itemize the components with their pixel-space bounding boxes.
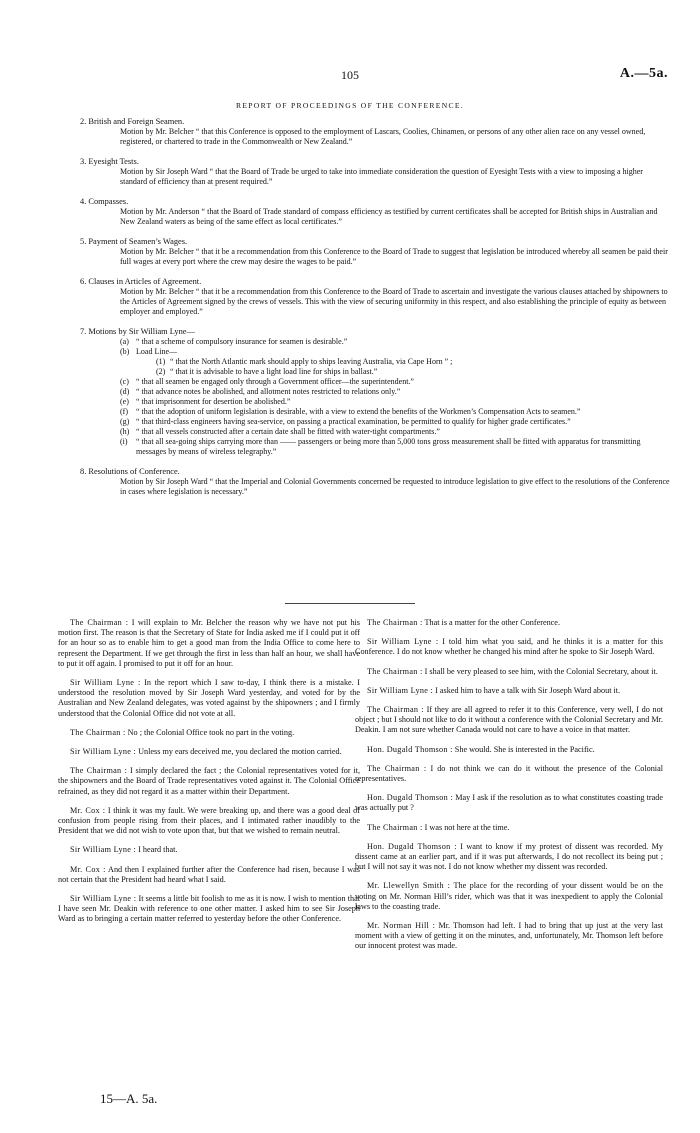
speaker-name: Hon. Dugald Thomson : [367,841,457,851]
speech-paragraph [355,705,663,736]
resolution-item [80,116,672,147]
motion-subitem [120,407,672,417]
speaker-name: The Chairman : [70,618,129,627]
speech-text: She would. She is interested in the Pacific. [454,744,595,754]
speech-text: Unless my ears deceived me, you declared the motion carried. [138,747,342,757]
subitem-label: (2) [156,367,166,376]
speaker-name: Hon. Dugald Thomson : [367,744,453,754]
resolution-motion: Motion by Sir Joseph Ward “ that the Board of Trade be urged to take into immediate consideration the question of Eyesight Tests with a view to imposing a higher standard of efficiency than at present required.” [120,167,643,186]
load-line-list [156,357,672,377]
subitem-label: (d) [120,387,130,396]
subitem-text: “ that all sea-going ships carrying more than —— passengers or being more than 5,000 tons gross measurement shall be fitted with apparatus for transmitting messages by means of wireless telegraphy.” [136,437,641,456]
subitem-text: “ that imprisonment for desertion be abolished.” [136,397,291,406]
dialogue-column-right [355,618,663,961]
speech-paragraph [355,881,663,912]
speaker-name: Sir William Lyne : [70,678,141,688]
page-footer-signature: 15—A. 5a. [100,1091,158,1106]
speaker-name: The Chairman : [70,766,128,776]
resolution-heading: 6. Clauses in Articles of Agreement. [80,277,202,286]
speech-text: I asked him to have a talk with Sir Joseph Ward about it. [435,685,621,695]
speech-text: Mr. Thomson had left. I had to bring that up just at the very last moment with a view of getting it on the minutes, and, unfortunately, Mr. Thomson left before our innocent protest was made. [355,921,663,951]
speech-paragraph [355,793,663,813]
speech-paragraph [355,686,663,696]
resolution-heading: 3. Eyesight Tests. [80,157,139,166]
load-line-item [156,357,672,367]
subitem-text: “ that it is advisable to have a light load line for ships in ballast.” [170,367,378,376]
motion-subitem [120,347,672,357]
speech-paragraph [58,728,360,738]
subitem-label: (h) [120,427,130,436]
page-number: 105 [341,68,359,82]
speech-paragraph [58,894,360,925]
subitem-text: “ that third-class engineers having sea-service, on passing a practical examination, be permitted to qualify for higher grade certificates.” [136,417,571,426]
speech-paragraph [355,745,663,755]
speaker-name: Sir William Lyne : [367,685,434,695]
resolutions-list [80,116,672,506]
resolution-motion: Motion by Sir Joseph Ward “ that the Imperial and Colonial Governments concerned be requested to introduce legislation to give effect to the resolutions of the Conference in cases where legislation is necessary.” [120,477,670,496]
resolution-motion: Motion by Mr. Anderson “ that the Board of Trade standard of compass efficiency as testified by current certificates shall be accepted for British ships in Australian and New Zealand waters as being of the same effect as local certificates.” [120,207,658,226]
speech-paragraph [355,618,663,628]
subitem-text: “ that a scheme of compulsory insurance for seamen is desirable.” [136,337,348,346]
speech-paragraph [355,637,663,657]
motion-subitem [120,437,672,457]
motion-subitem [120,377,672,387]
motion-subitem [120,337,672,347]
speech-text: I will explain to Mr. Belcher the reason why we have not put his motion first. The reason is that the Secretary of State for India asked me if I could put it off for an hour so as to enable him to get a good man from the India Office to come here to represent the Department. If we get through the first in less than half an hour, we shall have to put it off again. I promised to put it off for an hour. [58,618,360,668]
subitem-text: “ that all vessels constructed after a certain date shall be fitted with water-tight compartments.” [136,427,440,436]
speaker-name: Mr. Cox : [70,864,106,874]
subitem-label: (1) [156,357,166,366]
speaker-name: Sir William Lyne : [70,845,137,855]
subitem-label: (f) [120,407,128,416]
motion-subitem [120,417,672,427]
speech-text: I do not think we can do it without the presence of the Colonial representatives. [355,763,663,784]
speech-paragraph [58,678,360,719]
speaker-name: Sir William Lyne : [70,747,137,757]
speech-text: No ; the Colonial Office took no part in the voting. [127,727,295,737]
subitem-text: “ that the adoption of uniform legislation is desirable, with a view to extend the benefits of the Workmen’s Compensation Acts to seamen.” [136,407,581,416]
speech-paragraph [58,766,360,797]
speech-paragraph [355,842,663,873]
subitem-label: (g) [120,417,130,426]
resolution-item [80,466,672,497]
subitem-text: “ that advance notes be abolished, and allotment notes restricted to relations only.” [136,387,401,396]
speech-paragraph [355,823,663,833]
speech-text: The place for the recording of your dissent would be on the voting on Mr. Norman Hill’s rider, which was that it was inexpedient to apply the Colonial laws to the coasting trade. [355,881,663,911]
report-title: REPORT OF PROCEEDINGS OF THE CONFERENCE. [235,101,465,110]
speech-paragraph [58,865,360,885]
resolution-motion: Motion by Mr. Belcher “ that it be a recommendation from this Conference to the Board of Trade to suggest that legislation be introduced whereby all seamen be paid their full wages at every port where the crew may desire the wages to be paid.” [120,247,668,266]
subitem-label: (b) [120,347,130,356]
speaker-name: Mr. Norman Hill : [367,921,436,931]
resolution-heading: 2. British and Foreign Seamen. [80,117,185,126]
speaker-name: The Chairman : [367,618,423,627]
resolution-motion: Motion by Mr. Belcher “ that this Conference is opposed to the employment of Lascars, Coolies, Chinamen, or persons of any other alien race on any vessel owned, registered, or chartered to trade in the Commonwealth or New Zealand.” [120,127,646,146]
speech-paragraph [355,921,663,952]
speech-text: In the report which I saw to-day, I think there is a mistake. I understood the resolution moved by Sir Joseph Ward yesterday, and voted for by the Australian and New Zealand delegates, was voted against by the shipowners ; and I firmly understood that the Colonial Office did not vote at all. [58,678,361,718]
speaker-name: Mr. Llewellyn Smith : [367,881,451,891]
resolution-motion: Motion by Mr. Belcher “ that it be a recommendation from this Conference to the Board of Trade to ascertain and investigate the various clauses attached by shipowners to the Articles of Agreement signed by the crews of vessels. This with the view of securing uniformity in this respect, and also establishing the principle of equity as between employer and employed.” [120,287,668,316]
speech-text: If they are all agreed to refer it to this Conference, very well, I do not object ; but I should not like to do it without a conference with the Colonial Secretary and Mr. Deakin. I am not sure whether Canada would not care to have a voice in that matter. [355,705,664,735]
subitem-label: (i) [120,437,128,446]
resolution-item [80,196,672,227]
subitem-text: Load Line— [136,347,178,356]
speech-paragraph [58,618,360,669]
speech-text: May I ask if the resolution as to what constitutes coasting trade was actually put ? [355,793,664,813]
dialogue-column-left [58,618,360,934]
speech-text: I think it was my fault. We were breaking up, and there was a good deal of confusion from people rising from their places, and I intimated rather inaudibly to the President that we did not wish to vote upon that, but that we wished to remain neutral. [58,805,360,836]
speech-text: It seems a little bit foolish to me as it is now. I wish to mention that I have seen Mr. Deakin with reference to one other matter. I asked him to see Sir Joseph Ward as to bringing a certain matter referred to yesterday before the other Conference. [58,894,361,924]
motion-subitem [120,387,672,397]
document-code: A.—5a. [619,66,668,81]
speech-paragraph [355,764,663,784]
motion-sublist [120,337,672,457]
speaker-name: The Chairman : [70,727,126,737]
subitem-label: (c) [120,377,129,386]
speaker-name: Sir William Lyne : [367,637,439,647]
speech-text: I told him what you said, and he thinks it is a matter for this Conference. I do not know whether he changed his mind after he spoke to Sir Joseph Ward. [355,637,663,657]
speech-text: I want to know if my protest of dissent was recorded. My dissent came at an earlier part, and if it was put afterwards, I do not recollect its being put ; but I will not say it was not. I do not know whether my dissent was recorded. [355,841,663,872]
speech-paragraph [58,747,360,757]
section-divider [285,603,415,604]
speech-text: I shall be very pleased to see him, with the Colonial Secretary, about it. [424,666,658,676]
speaker-name: The Chairman : [367,666,423,676]
speaker-name: Mr. Cox : [70,805,106,815]
resolution-item [80,156,672,187]
subitem-text: “ that the North Atlantic mark should apply to ships leaving Australia, via Cape Horn ” ; [170,357,453,366]
subitem-label: (a) [120,337,129,346]
subitem-text: “ that all seamen be engaged only through a Government officer—the superintendent.” [136,377,414,386]
speaker-name: The Chairman : [367,705,424,715]
speech-text: I was not here at the time. [424,822,510,832]
resolution-item [80,236,672,267]
speaker-name: The Chairman : [367,822,423,832]
motion-subitem [120,427,672,437]
resolution-heading: 8. Resolutions of Conference. [80,467,180,476]
resolution-heading: 4. Compasses. [80,197,129,206]
speech-text: I heard that. [138,845,178,855]
speech-text: That is a matter for the other Conference. [424,618,560,627]
speech-text: I simply declared the fact ; the Colonial representatives voted for it, the shipowners and the Board of Trade representatives voted against it. The Colonial Office refrained, as they did not regard it as a matter within their Department. [58,766,360,796]
resolution-heading: 5. Payment of Seamen’s Wages. [80,237,188,246]
motion-subitem [120,397,672,407]
speech-paragraph [58,806,360,837]
speech-paragraph [355,667,663,677]
load-line-item [156,367,672,377]
speech-paragraph [58,845,360,855]
speaker-name: Hon. Dugald Thomson : [367,793,454,803]
speaker-name: Sir William Lyne : [70,894,137,904]
resolution-item [80,276,672,317]
speaker-name: The Chairman : [367,763,427,773]
subitem-label: (e) [120,397,129,406]
speech-text: And then I explained further after the Conference had risen, because I was not certain that the President had heard what I said. [58,864,360,884]
lyne-motions [80,326,672,457]
resolution-heading: 7. Motions by Sir William Lyne— [80,327,195,336]
